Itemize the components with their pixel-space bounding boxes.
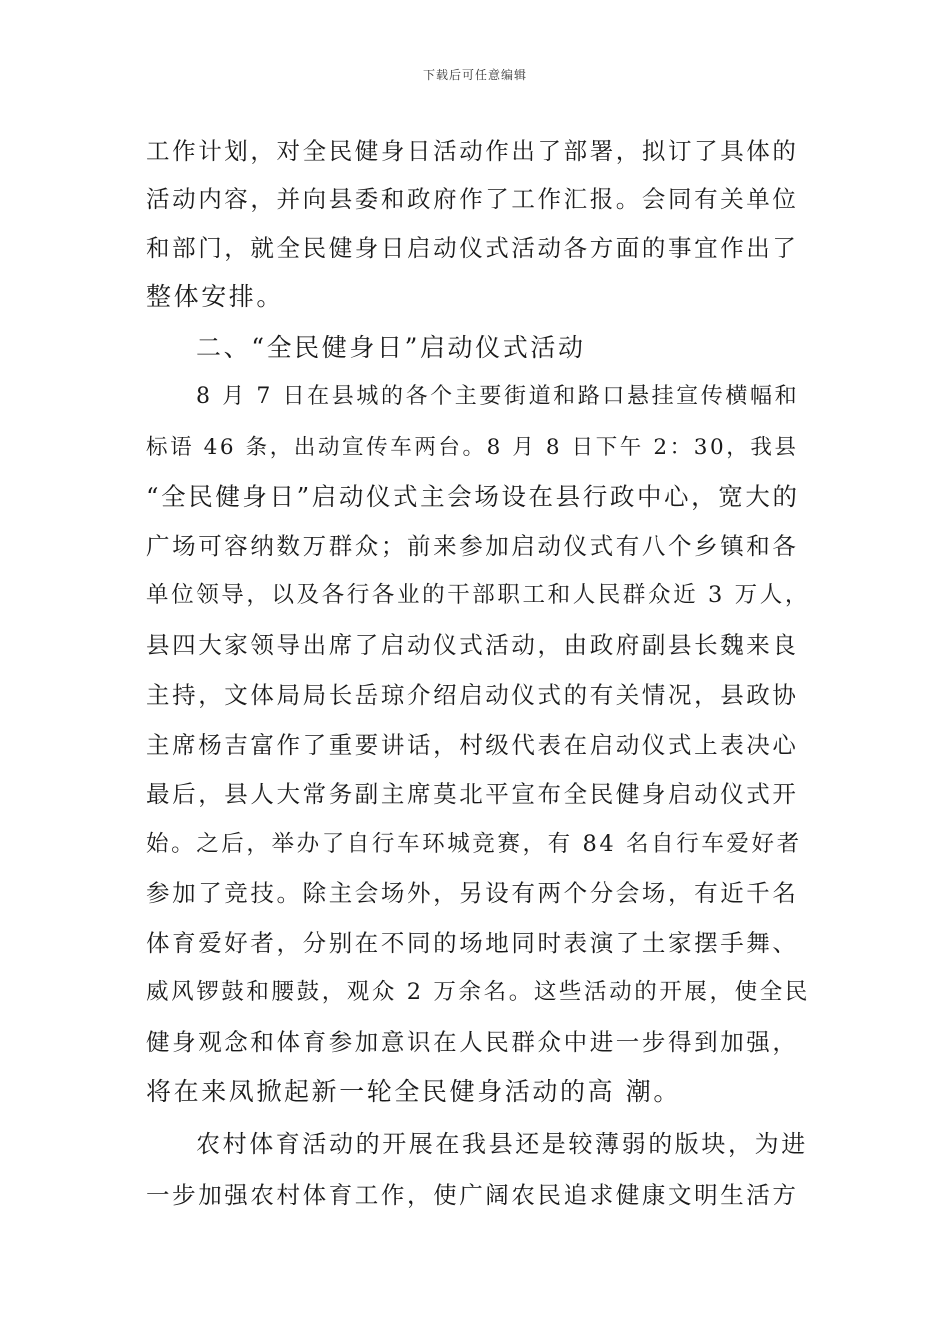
- text-line: 标语 46 条，出动宣传车两台。8 月 8 日下午 2：30，我县: [146, 435, 799, 460]
- text-line: 县四大家领导出席了启动仪式活动，由政府副县长魏来良: [146, 631, 799, 659]
- text-line: 活动内容，并向县委和政府作了工作汇报。会同有关单位: [146, 185, 799, 213]
- section-heading: 二、“全民健身日”启动仪式活动: [196, 333, 586, 362]
- text-line: 和部门，就全民健身日启动仪式活动各方面的事宜作出了: [146, 234, 799, 262]
- text-line: 始。之后，举办了自行车环城竞赛，有 84 名自行车爱好者: [146, 831, 802, 857]
- text-line: 整体安排。: [146, 282, 285, 311]
- text-line: 健身观念和体育参加意识在人民群众中进一步得到加强，: [146, 1028, 799, 1056]
- text-line: “全民健身日”启动仪式主会场设在县行政中心，宽大的: [146, 482, 800, 511]
- text-line: 主席杨吉富作了重要讲话，村级代表在启动仪式上表决心: [146, 731, 799, 759]
- text-line: 一步加强农村体育工作，使广阔农民追求健康文明生活方: [146, 1181, 799, 1209]
- text-line: 最后，县人大常务副主席莫北平宣布全民健身启动仪式开: [146, 780, 799, 808]
- text-line: 广场可容纳数万群众；前来参加启动仪式有八个乡镇和各: [146, 532, 799, 560]
- text-line: 参加了竞技。除主会场外，另设有两个分会场，有近千名: [146, 879, 799, 907]
- text-line: 将在来凤掀起新一轮全民健身活动的高 潮。: [146, 1077, 681, 1106]
- text-line: 工作计划，对全民健身日活动作出了部署，拟订了具体的: [146, 137, 799, 165]
- text-line: 单位领导，以及各行各业的干部职工和人民群众近 3 万人，: [146, 582, 810, 608]
- text-line: 农村体育活动的开展在我县还是较薄弱的版块，为进: [196, 1130, 808, 1158]
- page-header-note: 下载后可任意编辑: [422, 68, 527, 82]
- text-line: 主持，文体局局长岳琼介绍启动仪式的有关情况，县政协: [146, 681, 799, 709]
- text-line: 8 月 7 日在县城的各个主要街道和路口悬挂宣传横幅和: [196, 384, 800, 409]
- text-line: 威风锣鼓和腰鼓，观众 2 万余名。这些活动的开展，使全民: [146, 979, 810, 1005]
- text-line: 体育爱好者，分别在不同的场地同时表演了土家摆手舞、: [146, 929, 799, 957]
